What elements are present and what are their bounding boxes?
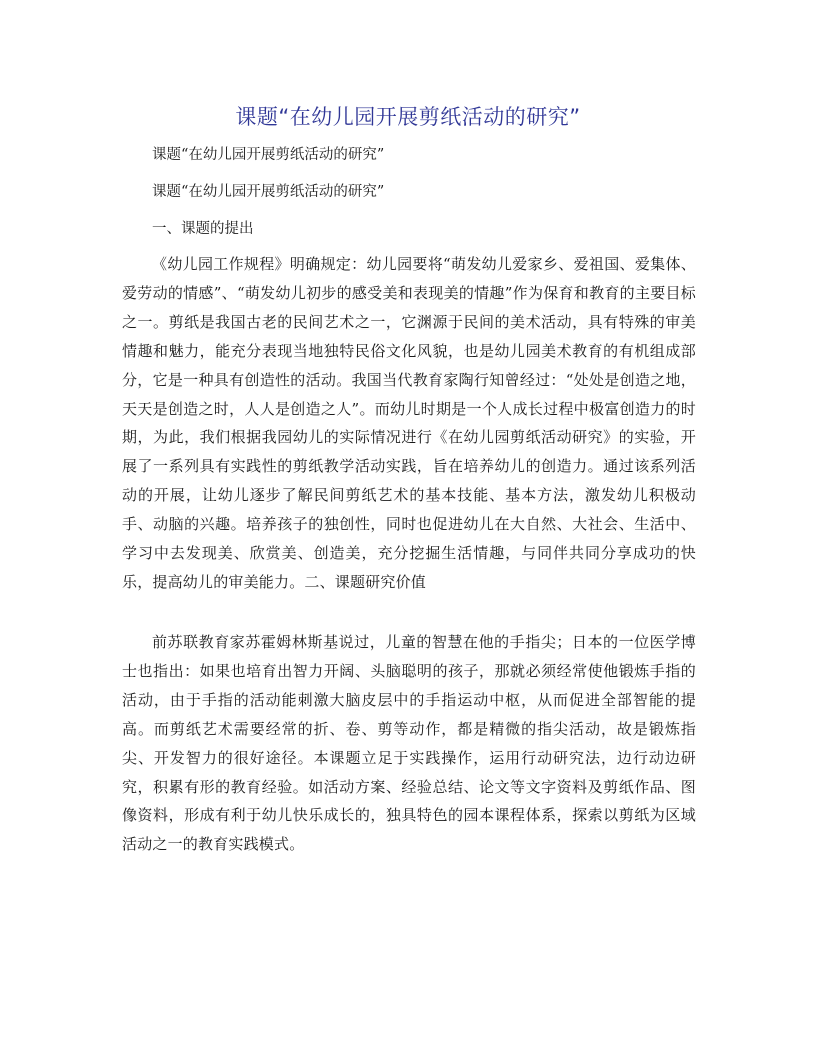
section-heading: 一、课题的提出 xyxy=(152,221,254,237)
body-paragraph-2: 前苏联教育家苏霍姆林斯基说过，儿童的智慧在他的手指尖；日本的一位医学博士也指出：如果也培育出智力开阔、头脑聪明的孩子，那就必须经常使他锻炼手指的活动，由于手指的活动能刺激大脑皮层中的手指运动中枢，从而促进全部智能的提高。而剪纸艺术需要经常的折、卷、剪等动作，都是精微的指尖活动，故是锻炼指尖、开发智力的很好途径。本课题立足于实践操作，运用行动研究法，边行动边研究，积累有形的教育经验。如活动方案、经验总结、论文等文字资料及剪纸作品、图像资料，形成有利于幼儿快乐成长的，独具特色的园本课程体系，探索以剪纸为区域活动之一的教育实践模式。 xyxy=(122,633,696,854)
document-title: 课题“在幼儿园开展剪纸活动的研究” xyxy=(235,105,581,129)
body-paragraph-1: 《幼儿园工作规程》明确规定：幼儿园要将“萌发幼儿爱家乡、爱祖国、爱集体、爱劳动的情感”、“萌发幼儿初步的感受美和表现美的情趣”作为保育和教育的主要目标之一。剪纸是我国古老的民间艺术之一，它渊源于民间的美术活动，具有特殊的审美情趣和魅力，能充分表现当地独特民俗文化风貌，也是幼儿园美术教育的有机组成部分，它是一种具有创造性的活动。我国当代教育家陶行知曾经过：“处处是创造之地，天天是创造之时，人人是创造之人”。而幼儿时期是一个人成长过程中极富创造力的时期，为此，我们根据我园幼儿的实际情况进行《在幼儿园剪纸活动研究》的实验，开展了一系列具有实践性的剪纸教学活动实践，旨在培养幼儿的创造力。通过该系列活动的开展，让幼儿逐步了解民间剪纸艺术的基本技能、基本方法，激发幼儿积极动手、动脑的兴趣。培养孩子的独创性，同时也促进幼儿在大自然、大社会、生活中、学习中去发现美、欣赏美、创造美，充分挖掘生活情趣，与同伴共同分享成功的快乐，提高幼儿的审美能力。二、课题研究价值 xyxy=(122,255,696,591)
subtitle-line-1: 课题“在幼儿园开展剪纸活动的研究” xyxy=(152,147,385,163)
subtitle-line-2: 课题“在幼儿园开展剪纸活动的研究” xyxy=(152,184,385,200)
